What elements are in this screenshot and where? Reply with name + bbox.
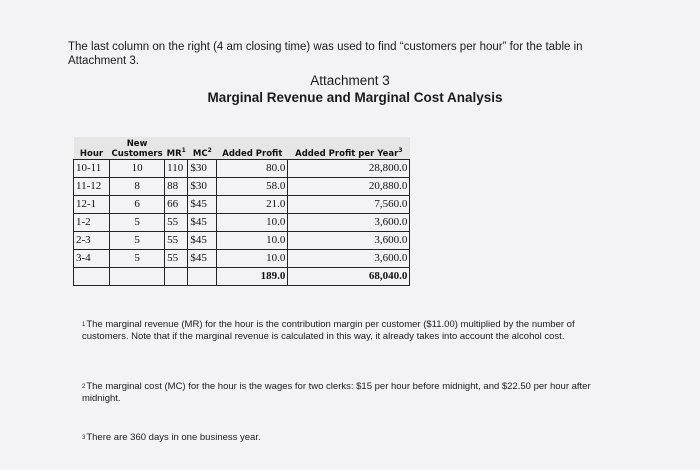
attachment-subtitle: Marginal Revenue and Marginal Cost Analysis: [207, 90, 503, 105]
header-mc: $MC^2$: [188, 149, 217, 160]
footnote-ref-2: 2: [207, 147, 212, 155]
footnote-1: $^1$The marginal revenue (MR) for the hour is the contribution margin per customer ($11.00) multiplied by the number of customers. Note that if the marginal revenue is calculated in this way, it already takes into account the alcohol cost.: [82, 319, 575, 342]
footnote-ref-1: 1: [181, 147, 186, 155]
marginal-analysis-table: [73, 137, 410, 286]
footnote-3: $^3$There are 360 days in one business year.: [82, 432, 261, 443]
header-hour: Hour: [74, 149, 110, 160]
attachment-title: Attachment 3: [310, 73, 390, 88]
header-customers: Customers: [111, 149, 163, 159]
table-row: 2-3 5 55 $45 10.0 3,600.0: [74, 232, 410, 250]
footnote-2: $^2$The marginal cost (MC) for the hour is the wages for two clerks: $15 per hour before midnight, and $22.50 per hour after midnight.: [82, 381, 591, 404]
header-added-profit: Added Profit: [217, 149, 288, 160]
header-mr: $MR^1$: [166, 147, 186, 159]
totals-row: [74, 268, 410, 286]
footnote-ref-3: 3: [398, 147, 403, 155]
table-row: 10-11 10 110 $30 80.0 28,800.0: [74, 160, 410, 178]
header-added-profit-year: Added Profit per Year$^3$: [288, 149, 410, 160]
table-row: 3-4 5 55 $45 10.0 3,600.0: [74, 250, 410, 268]
header-new: New: [110, 137, 165, 149]
attachment-heading: [0, 72, 700, 106]
table-row: 12-1 6 66 $45 21.0 7,560.0: [74, 196, 410, 214]
total-added-profit-year: 68,040.0: [288, 268, 410, 286]
table-row: 1-2 5 55 $45 10.0 3,600.0: [74, 214, 410, 232]
table-row: 11-12 8 88 $30 58.0 20,880.0: [74, 178, 410, 196]
intro-paragraph: The last column on the right (4 am closing time) was used to find “customers per hour” for the table in Attachment 3.: [68, 41, 583, 67]
total-added-profit: 189.0: [217, 268, 288, 286]
